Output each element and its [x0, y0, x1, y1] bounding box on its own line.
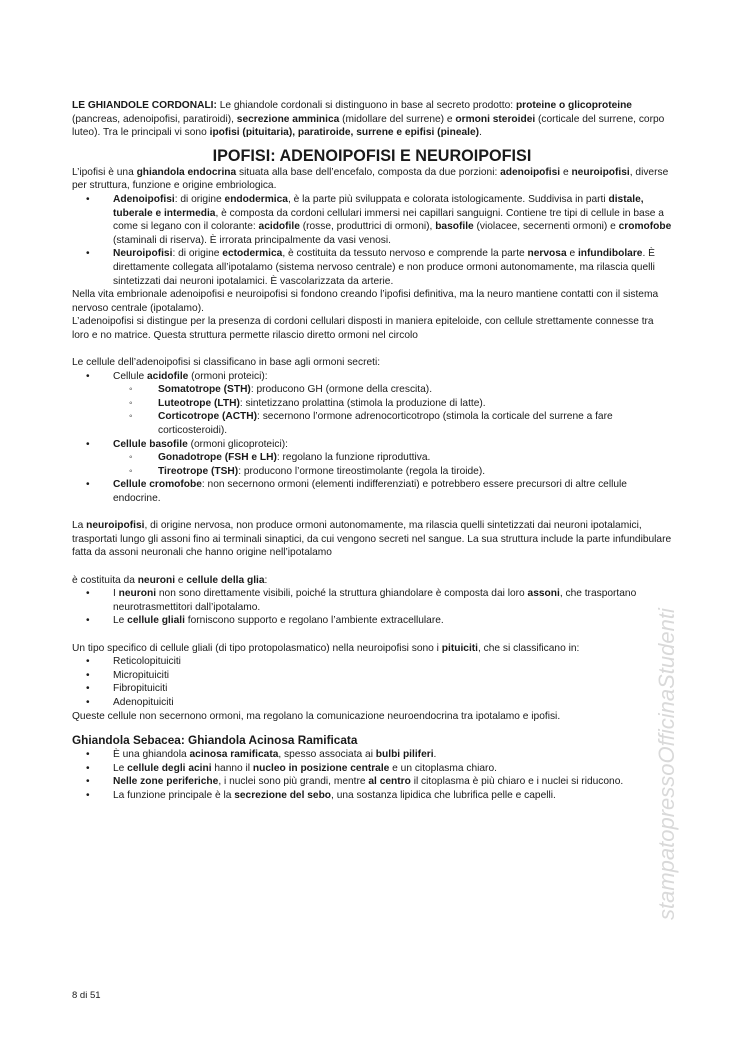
section-title: IPOFISI: ADENOIPOFISI E NEUROIPOFISI	[212, 146, 532, 165]
list-item-adenoipofisi: • Adenoipofisi: di origine endodermica, è la parte più sviluppata e colorata istologicamente. Suddivisa in parti distale, tuberale e intermedia, è composta da cordoni cellulari immersi nei capillari sanguigni. Contiene tre tipi di cellule in base a come si legano con il colorante: acidofile (rosse, produttrici di ormoni), basofile (violacee, secernenti ormoni) e cromofobe (staminali di riserva). È irrorata principalmente da vasi venosi.	[72, 193, 672, 247]
list-item: • È una ghiandola acinosa ramificata, spesso associata ai bulbi piliferi.	[72, 748, 672, 762]
cell-types-list	[72, 370, 672, 506]
watermark: stampatopressoOfficinaStudenti	[654, 608, 679, 920]
neuro-components-list	[72, 587, 672, 628]
pituiciti-paragraph: Un tipo specifico di cellule gliali (di tipo protopolasmatico) nella neuroipofisi sono i pituiciti, che si classificano in:	[72, 642, 580, 654]
ipofisi-paragraph: L’ipofisi è una ghiandola endocrina situata alla base dell’encefalo, composta da due porzioni: adenoipofisi e neuroipofisi, diverse per struttura, funzione e origine embriologica.	[72, 166, 669, 192]
list-item: ◦ Tireotrope (TSH): producono l’ormone tireostimolante (regola la tiroide).	[113, 465, 672, 479]
neuroipofisi-paragraph: La neuroipofisi, di origine nervosa, non produce ormoni autonomamente, ma rilascia quelli sintetizzati dai neuroni ipotalamici, trasportati lungo gli assoni fino ai terminali sinaptici, da cui vengono secreti nel sangue. La sua struttura include la parte infundibulare fatta da assoni neuronali che hanno origine nell’ipotalamo	[72, 520, 672, 559]
ipofisi-parts-list	[72, 193, 672, 288]
list-item: • Reticolopituiciti	[72, 655, 672, 669]
acidofile-sublist	[113, 383, 672, 437]
page-number: 8 di 51	[72, 990, 101, 1001]
costituita-paragraph: è costituita da neuroni e cellule della glia:	[72, 574, 268, 586]
embrionale-paragraph: Nella vita embrionale adenoipofisi e neuroipofisi si fondono creando l’ipofisi definitiva, ma la neuro mantiene contatti con il sistema nervoso centrale (ipotalamo).	[72, 289, 659, 314]
list-item: ◦ Somatotrope (STH): producono GH (ormone della crescita).	[113, 383, 672, 397]
intro-lead: LE GHIANDOLE CORDONALI:	[72, 100, 217, 111]
list-item-neuroni: • I neuroni non sono direttamente visibili, poiché la struttura ghiandolare è composta dai loro assoni, che trasportano neurotrasmettitori dall’ipotalamo.	[72, 587, 672, 614]
pituiciti-list	[72, 655, 672, 709]
classificazione-paragraph: Le cellule dell’adenoipofisi si classificano in base agli ormoni secreti:	[72, 357, 381, 369]
sebacea-heading: Ghiandola Sebacea: Ghiandola Acinosa Ramificata	[72, 733, 358, 748]
list-item: ◦ Luteotrope (LTH): sintetizzano prolattina (stimola la produzione di latte).	[113, 397, 672, 411]
list-item: • Micropituiciti	[72, 669, 672, 683]
list-item: • Fibropituiciti	[72, 682, 672, 696]
list-item: ◦ Corticotrope (ACTH): secernono l’ormone adrenocorticotropo (stimola la corticale del surrene a fare corticosteroidi).	[113, 410, 672, 437]
list-item-acidofile: • Cellule acidofile (ormoni proteici): ◦ Somatotrope (STH): producono GH (ormone della crescita). ◦ Luteotrope (LTH): sintetizzano prolattina (stimola la produzione di latte). ◦ Corticotrope (ACTH): secernono l’ormone adrenocorticotropo (stimola la corticale del surrene a fare corticosteroidi).	[72, 370, 672, 438]
list-item: • Adenopituiciti	[72, 696, 672, 710]
list-item-cromofobe: • Cellule cromofobe: non secernono ormoni (elementi indifferenziati) e potrebbero essere precursori di altre cellule endocrine.	[72, 478, 672, 505]
basofile-sublist	[113, 451, 672, 478]
list-item: • Le cellule degli acini hanno il nucleo in posizione centrale e un citoplasma chiaro.	[72, 762, 672, 776]
list-item-glia: • Le cellule gliali forniscono supporto e regolano l’ambiente extracellulare.	[72, 614, 672, 628]
list-item: ◦ Gonadotrope (FSH e LH): regolano la funzione riproduttiva.	[113, 451, 672, 465]
document-body	[72, 99, 672, 803]
intro-paragraph: LE GHIANDOLE CORDONALI: Le ghiandole cordonali si distinguono in base al secreto prodotto: proteine o glicoproteine (pancreas, adenoipofisi, paratiroidi), secrezione amminica (midollare del surrene) e ormoni steroidei (corticale del surrene, corpo luteo). Tra le principali vi sono ipofisi (pituitaria), paratiroide, surrene e epifisi (pineale).	[72, 100, 665, 139]
queste-paragraph: Queste cellule non secernono ormoni, ma regolano la comunicazione neuroendocrina tra ipotalamo e ipofisi.	[72, 710, 561, 722]
list-item: • Nelle zone periferiche, i nuclei sono più grandi, mentre al centro il citoplasma è più chiaro e i nuclei si riducono.	[72, 775, 672, 789]
cordoni-paragraph: L’adenoipofisi si distingue per la presenza di cordoni cellulari disposti in maniera epiteloide, con cellule strettamente connesse tra loro e no matrice. Questa struttura permette rilascio diretto ormoni nel circolo	[72, 316, 654, 341]
sebacea-list	[72, 748, 672, 802]
list-item: • La funzione principale è la secrezione del sebo, una sostanza lipidica che lubrifica pelle e capelli.	[72, 789, 672, 803]
list-item-neuroipofisi: • Neuroipofisi: di origine ectodermica, è costituita da tessuto nervoso e comprende la parte nervosa e infundibolare. È direttamente collegata all’ipotalamo (sistema nervoso centrale) e non produce ormoni autonomamente, ma rilascia quelli sintetizzati dai neuroni ipotalamici. È vascolarizzata da arterie.	[72, 247, 672, 288]
list-item-basofile: • Cellule basofile (ormoni glicoproteici): ◦ Gonadotrope (FSH e LH): regolano la funzione riproduttiva. ◦ Tireotrope (TSH): producono l’ormone tireostimolante (regola la tiroide).	[72, 438, 672, 479]
